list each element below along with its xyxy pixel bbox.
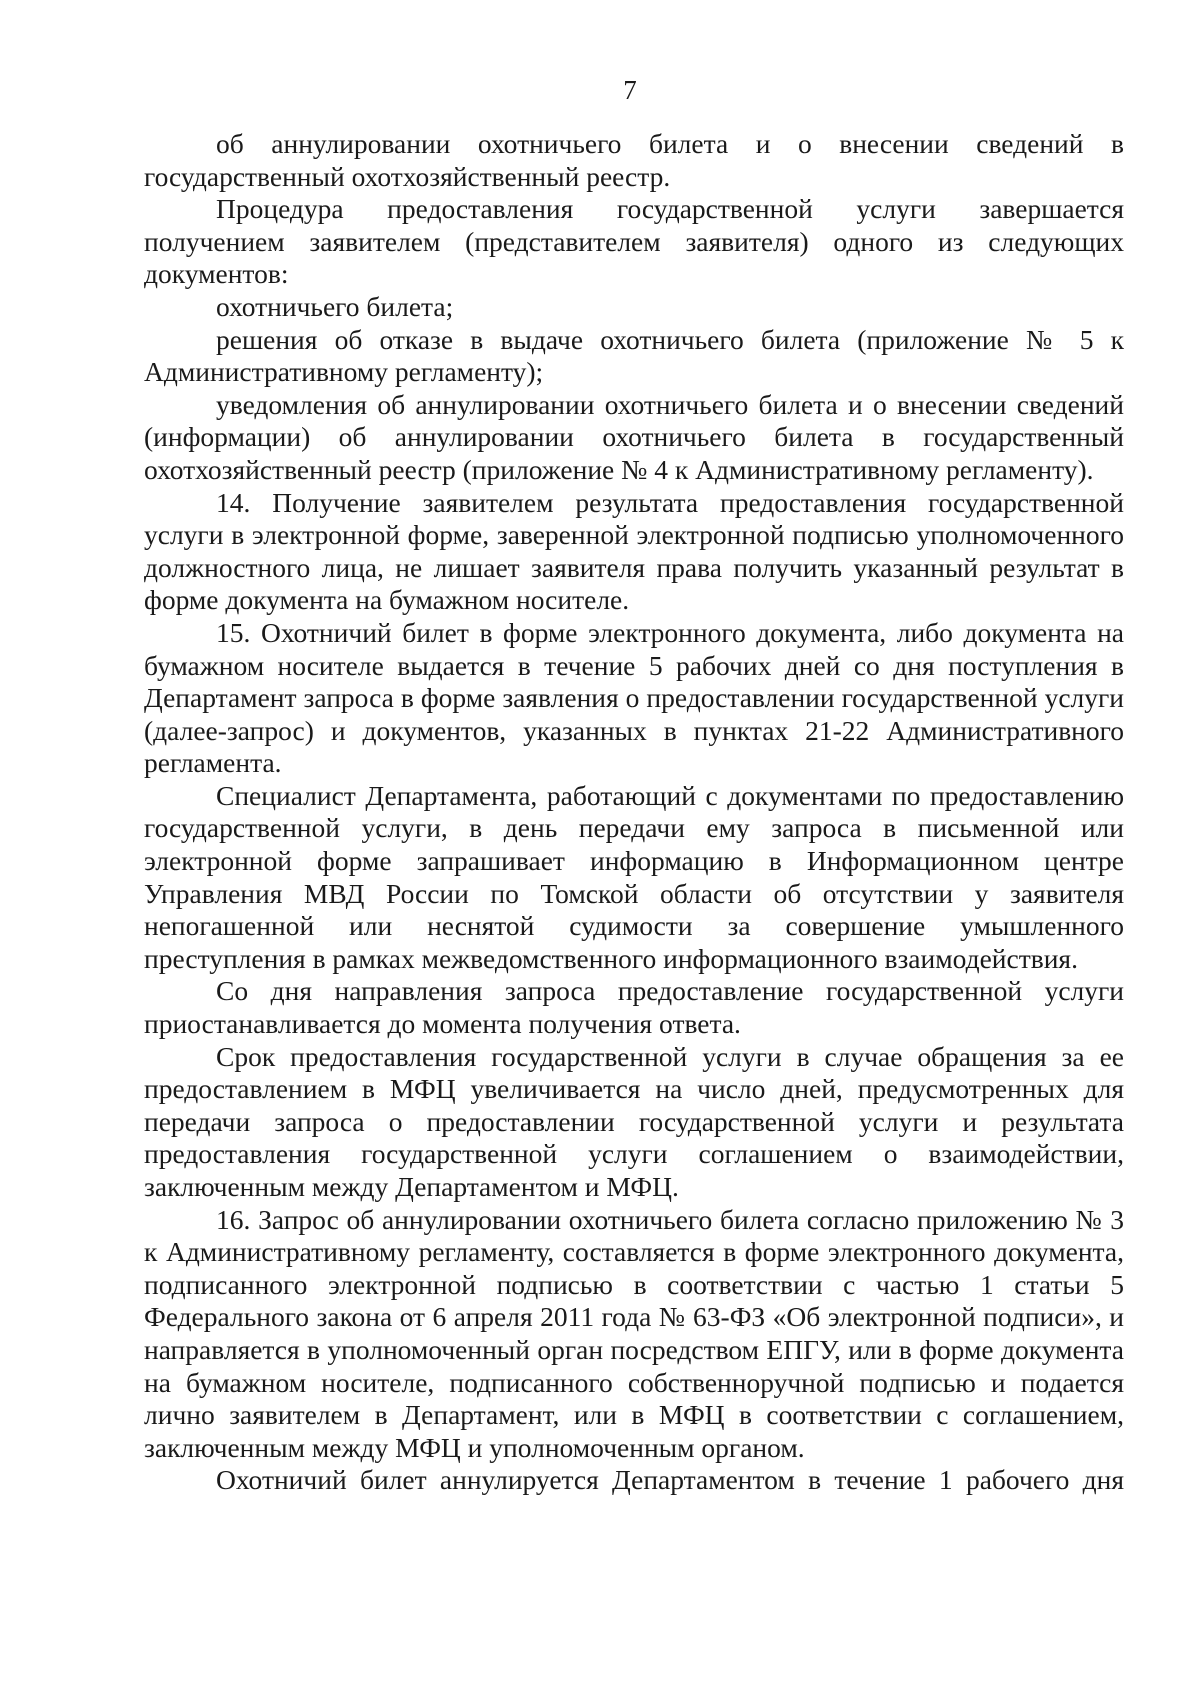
document-body [144,128,1124,1497]
paragraph-continuation: об аннулировании охотничьего билета и о внесении сведений в государственный охотхозяйственный реестр. [144,128,1124,192]
paragraph-suspension: Со дня направления запроса предоставление государственной услуги приостанавливается до момента получения ответа. [144,975,1124,1040]
list-item-annulment-notice: уведомления об аннулировании охотничьего билета и о внесении сведений (информации) об аннулировании охотничьего билета в государственный охотхозяйственный реестр (приложение № 4 к Административному регламенту). [144,388,1124,485]
page-number: 7 [623,75,637,105]
paragraph-procedure-completion: Процедура предоставления государственной услуги завершается получением заявителем (представителем заявителя) одного из следующих документов: [144,193,1124,290]
paragraph-15: 15. Охотничий билет в форме электронного документа, либо документа на бумажном носителе выдается в течение 5 рабочих дней со дня поступления в Департамент запроса в форме заявления о предоставлении государственной услуги (далее-запрос) и документов, указанных в пунктах 21-22 Административного регламента. [144,616,1124,779]
list-item-refusal-decision: решения об отказе в выдаче охотничьего билета (приложение № 5 к Административному регламенту); [144,323,1124,388]
paragraph-mfc-term: Срок предоставления государственной услуги в случае обращения за ее предоставлением в МФЦ увеличивается на число дней, предусмотренных для передачи запроса о предоставлении государственной услуги и результата предоставления государственной услуги соглашением о взаимодействии, заключенным между Департаментом и МФЦ. [144,1040,1124,1202]
paragraph-14: 14. Получение заявителем результата предоставления государственной услуги в электронной форме, заверенной электронной подписью уполномоченного должностного лица, не лишает заявителя права получить указанный результат в форме документа на бумажном носителе. [144,486,1124,616]
paragraph-16: 16. Запрос об аннулировании охотничьего билета согласно приложению № 3 к Административному регламенту, составляется в форме электронного документа, подписанного электронной подписью в соответствии с частью 1 статьи 5 Федерального закона от 6 апреля 2011 года № 63-ФЗ «Об электронной подписи», и направляется в уполномоченный орган посредством ЕПГУ, или в форме документа на бумажном носителе, подписанного собственноручной подписью и подается лично заявителем в Департамент, или в МФЦ в соответствии с соглашением, заключенным между МФЦ и уполномоченным органом. [144,1203,1124,1463]
paragraph-specialist: Специалист Департамента, работающий с документами по предоставлению государственной услуги, в день передачи ему запроса в письменной или электронной форме запрашивает информацию в Информационном центре Управления МВД России по Томской области об отсутствии у заявителя непогашенной или неснятой судимости за совершение умышленного преступления в рамках межведомственного информационного взаимодействия. [144,779,1124,974]
paragraph-annulment-term: Охотничий билет аннулируется Департаментом в течение 1 рабочего дня [216,1464,1124,1496]
list-item-hunting-ticket: охотничьего билета; [216,290,454,322]
